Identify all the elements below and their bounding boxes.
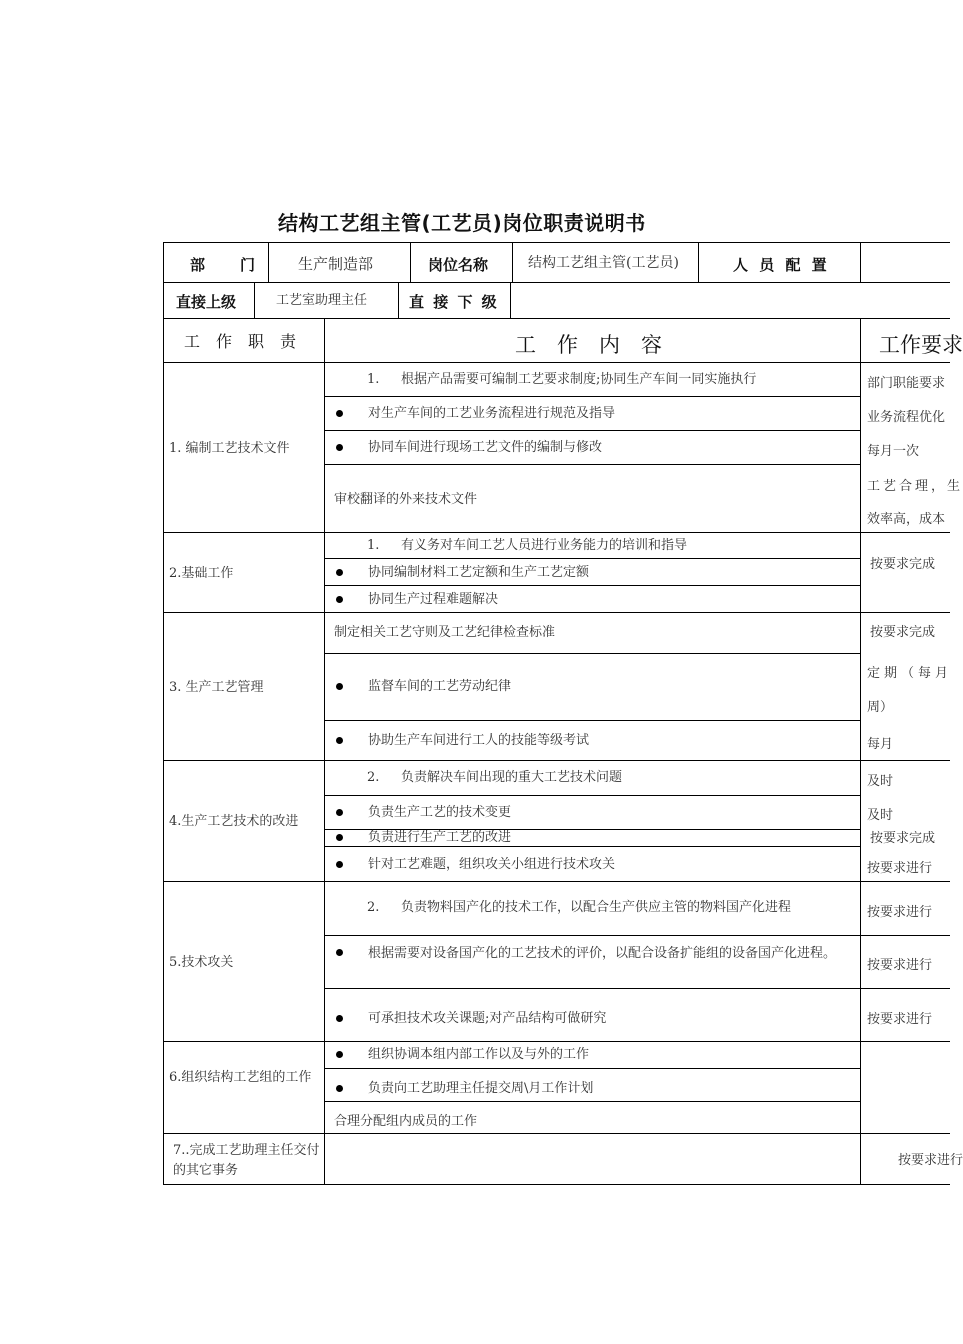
requirement: 按要求进行 (867, 861, 933, 876)
page-title: 结构工艺组主管(工艺员)岗位职责说明书 (278, 211, 646, 235)
duty-3: 3. 生产工艺管理 (169, 680, 264, 695)
requirement: 周） (867, 700, 894, 715)
work-item: 监督车间的工艺劳动纪律 (368, 679, 512, 694)
requirement: 每月一次 (867, 444, 920, 459)
item-marker: 2. (367, 900, 380, 915)
requirement: 按要求进行 (867, 1012, 933, 1027)
bullet-icon (336, 1051, 343, 1058)
superior-label: 直接上级 (176, 293, 237, 311)
requirement: 及时 (867, 808, 894, 823)
requirement: 按要求完成 (870, 625, 936, 640)
work-item: 负责物料国产化的技术工作，以配合生产供应主管的物料国产化进程 (401, 900, 792, 915)
requirement: 按要求进行 (867, 958, 933, 973)
work-item: 协助生产车间进行工人的技能等级考试 (368, 733, 590, 748)
item-marker: 2. (367, 770, 380, 785)
work-item: 审校翻译的外来技术文件 (334, 492, 478, 507)
superior-value: 工艺室助理主任 (276, 293, 368, 308)
bullet-icon (336, 596, 343, 603)
requirement: 部门职能要求 (867, 376, 946, 391)
work-item: 协同编制材料工艺定额和生产工艺定额 (368, 565, 590, 580)
dept-label: 部 门 (190, 256, 266, 274)
duty-7: 7..完成工艺助理主任交付的其它事务 (173, 1143, 320, 1178)
work-item: 负责向工艺助理主任提交周\月工作计划 (368, 1081, 594, 1096)
duty-4: 4.生产工艺技术的改进 (169, 814, 299, 829)
requirement: 定期（每月 (867, 666, 953, 681)
requirement: 按要求进行 (898, 1153, 963, 1168)
post-value: 结构工艺组主管(工艺员) (528, 255, 679, 271)
work-item: 有义务对车间工艺人员进行业务能力的培训和指导 (401, 538, 688, 553)
staff-label: 人 员 配 置 (733, 256, 830, 274)
bullet-icon (336, 1015, 343, 1022)
work-item: 负责进行生产工艺的改进 (368, 830, 512, 845)
duty-2: 2.基础工作 (169, 566, 234, 581)
bullet-icon (336, 444, 343, 451)
subordinate-label: 直 接 下 级 (409, 293, 499, 311)
bullet-icon (336, 683, 343, 690)
work-item: 制定相关工艺守则及工艺纪律检查标准 (334, 625, 556, 640)
item-marker: 1. (367, 538, 380, 553)
requirement: 按要求完成 (870, 831, 936, 846)
work-item: 根据需要对设备国产化的工艺技术的评价，以配合设备扩能组的设备国产化进程。 (368, 946, 837, 961)
duty-5: 5.技术攻关 (169, 955, 234, 970)
bullet-icon (336, 949, 343, 956)
bullet-icon (336, 809, 343, 816)
requirement: 效率高，成本 (867, 512, 946, 527)
work-item: 针对工艺难题，组织攻关小组进行技术攻关 (368, 857, 616, 872)
work-item: 可承担技术攻关课题;对产品结构可做研究 (368, 1011, 607, 1026)
work-item: 负责解决车间出现的重大工艺技术问题 (401, 770, 623, 785)
work-item: 协同生产过程难题解决 (368, 592, 499, 607)
duty-1: 1. 编制工艺技术文件 (169, 441, 290, 456)
requirement: 按要求进行 (867, 905, 933, 920)
work-item: 根据产品需要可编制工艺要求制度;协同生产车间一同实施执行 (401, 372, 757, 387)
requirement: 按要求完成 (870, 557, 936, 572)
column-requirement: 工作要求 (879, 333, 963, 357)
column-content: 工 作 内 容 (515, 333, 662, 357)
duty-6: 6.组织结构工艺组的工作 (169, 1070, 312, 1085)
work-item: 对生产车间的工艺业务流程进行规范及指导 (368, 406, 616, 421)
work-item: 组织协调本组内部工作以及与外的工作 (368, 1047, 590, 1062)
requirement: 每月 (867, 737, 894, 752)
dept-value: 生产制造部 (298, 255, 374, 273)
requirement: 业务流程优化 (867, 410, 946, 425)
bullet-icon (336, 737, 343, 744)
bullet-icon (336, 861, 343, 868)
work-item: 合理分配组内成员的工作 (334, 1114, 478, 1129)
bullet-icon (336, 410, 343, 417)
column-duty: 工 作 职 责 (184, 332, 297, 351)
post-label: 岗位名称 (428, 256, 489, 274)
bullet-icon (336, 834, 343, 841)
work-item: 协同车间进行现场工艺文件的编制与修改 (368, 440, 603, 455)
requirement: 工艺合理，生 (867, 479, 963, 494)
work-item: 负责生产工艺的技术变更 (368, 805, 512, 820)
bullet-icon (336, 1085, 343, 1092)
item-marker: 1. (367, 372, 380, 387)
bullet-icon (336, 569, 343, 576)
requirement: 及时 (867, 774, 894, 789)
